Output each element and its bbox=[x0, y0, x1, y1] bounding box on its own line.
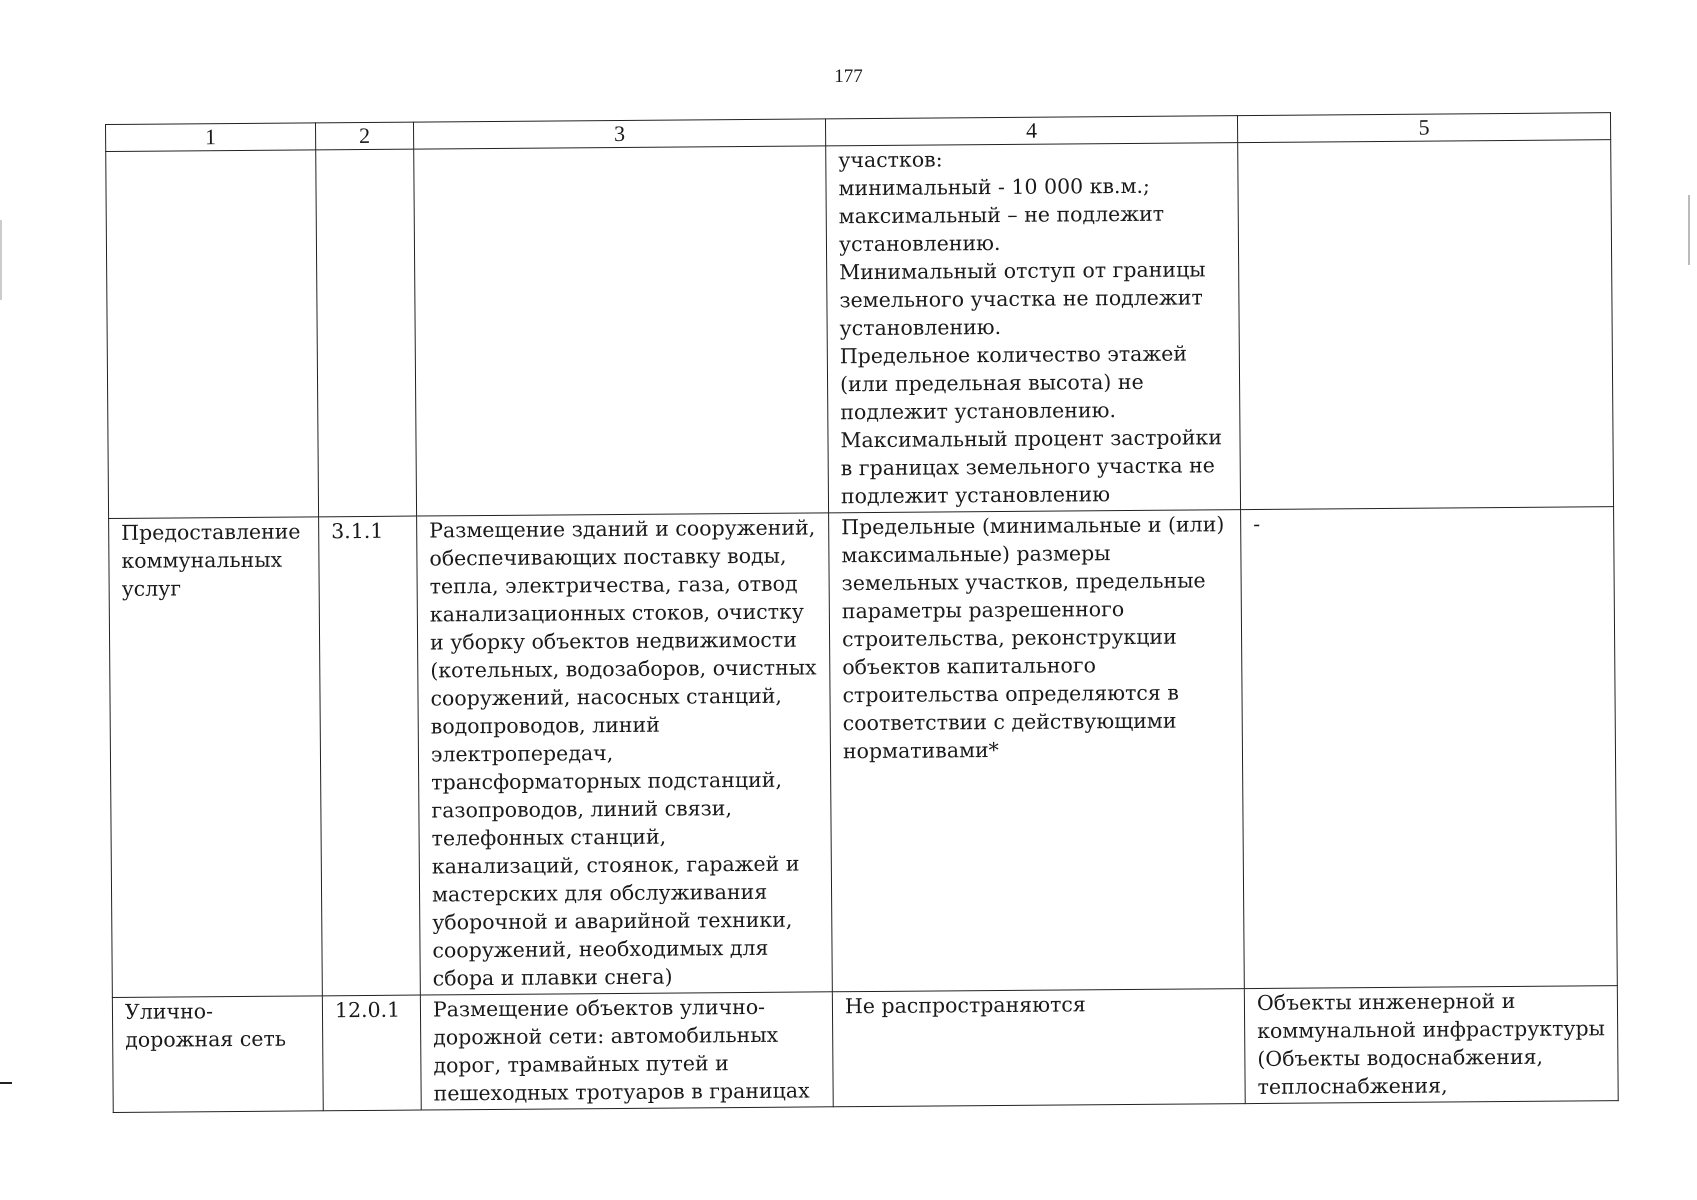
parameters-line: участков: bbox=[838, 147, 943, 173]
cell-parameters bbox=[826, 143, 1241, 513]
margin-dash-mark bbox=[0, 1082, 12, 1084]
parameters-line: Предельное количество этажей (или предельная высота) не подлежит установлению. bbox=[839, 341, 1188, 425]
scan-edge-mark-left bbox=[0, 220, 2, 300]
cell-related-objects: Объекты инженерной и коммунальной инфраструктуры (Объекты водоснабжения, теплоснабжения, bbox=[1244, 986, 1618, 1104]
page-number: 177 bbox=[834, 66, 863, 87]
scan-edge-mark-right bbox=[1688, 195, 1690, 265]
header-col-4: 4 bbox=[825, 116, 1237, 146]
parameters-line: максимальный – не подлежит установлению. bbox=[838, 201, 1165, 257]
regulations-table bbox=[105, 112, 1619, 1113]
table-row-continuation bbox=[106, 140, 1614, 519]
table-container bbox=[105, 112, 1618, 1113]
header-col-5: 5 bbox=[1237, 113, 1610, 143]
header-col-1: 1 bbox=[106, 123, 316, 152]
parameters-line: Минимальный отступ от границы земельного участка не подлежит установлению. bbox=[839, 257, 1206, 341]
cell-use-code: 12.0.1 bbox=[322, 995, 421, 1111]
cell-use-name: Улично-дорожная сеть bbox=[112, 996, 323, 1113]
cell-related-objects bbox=[1238, 140, 1614, 510]
parameters-line: Максимальный процент застройки в границах земельного участка не подлежит установлению bbox=[840, 425, 1223, 509]
table-row-utilities bbox=[109, 507, 1618, 998]
cell-parameters: Предельные (минимальные и (или) максимальные) размеры земельных участков, предельные параметры разрешенного строительства, реконструкции объектов капитального строительства определяются в соответствии с действующими нормативами* bbox=[829, 510, 1245, 992]
cell-parameters: Не распространяются bbox=[832, 989, 1245, 1107]
cell-use-description bbox=[414, 146, 829, 516]
cell-related-objects: - bbox=[1241, 507, 1618, 989]
cell-use-code bbox=[316, 149, 417, 517]
cell-use-name bbox=[106, 150, 319, 519]
cell-use-description: Размещение объектов улично-дорожной сети: автомобильных дорог, трамвайных путей и пешеходных тротуаров в границах bbox=[420, 992, 833, 1110]
parameters-line: минимальный - 10 000 кв.м.; bbox=[838, 173, 1150, 201]
header-col-3: 3 bbox=[413, 119, 825, 149]
cell-use-code: 3.1.1 bbox=[319, 516, 421, 996]
header-col-2: 2 bbox=[315, 122, 413, 150]
table-row-road-network bbox=[112, 986, 1618, 1113]
cell-use-description: Размещение зданий и сооружений, обеспечивающих поставку воды, тепла, электричества, газа, отвод канализационных стоков, очистку и уборку объектов недвижимости (котельных, водозаборов, очистных сооружений, насосных станций, водопроводов, линий электропередач, трансформаторных подстанций, газопроводов, линий связи, телефонных станций, канализаций, стоянок, гаражей и мастерских для обслуживания уборочной и аварийной техники, сооружений, необходимых для сбора и плавки снега) bbox=[417, 513, 833, 995]
cell-use-name: Предоставление коммунальных услуг bbox=[109, 517, 323, 998]
